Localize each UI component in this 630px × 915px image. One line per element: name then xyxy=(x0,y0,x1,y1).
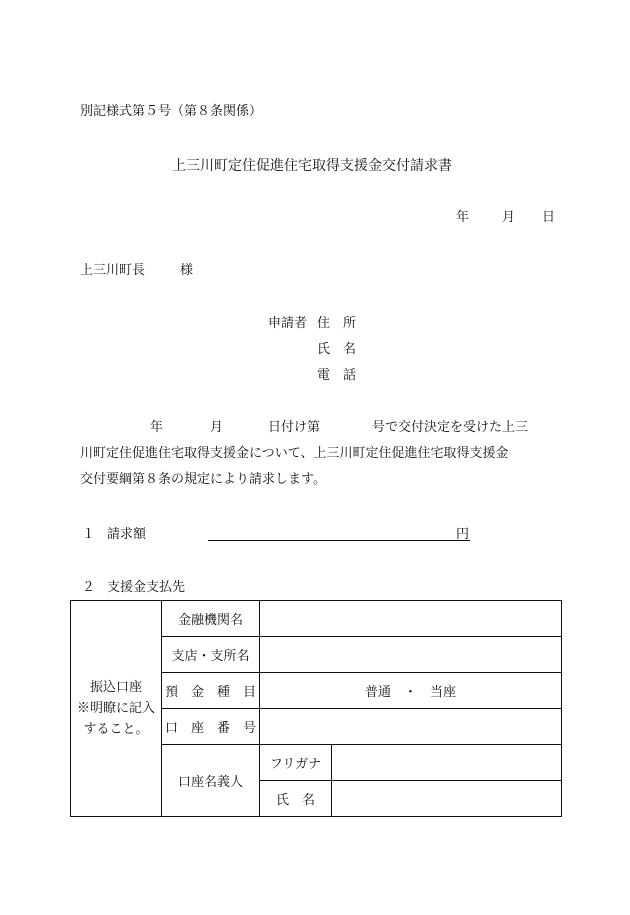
body-year: 年 xyxy=(150,420,164,435)
applicant-name-label: 氏 名 xyxy=(317,342,357,357)
furigana-label: フリガナ xyxy=(260,745,332,781)
side-label-line2: ※明瞭に記入 xyxy=(76,701,155,716)
bank-name-label: 金融機関名 xyxy=(162,601,260,637)
body-line1-text: 号で交付決定を受けた上三 xyxy=(372,420,529,435)
side-label-line1: 振込口座 xyxy=(89,680,142,695)
date-month-label: 月 xyxy=(502,210,516,225)
deposit-type-label: 預 金 種 目 xyxy=(162,673,260,709)
applicant-label: 申請者 xyxy=(268,316,308,331)
applicant-address-label: 住 所 xyxy=(317,316,357,331)
account-holder-label: 口座名義人 xyxy=(162,745,260,817)
deposit-type-options[interactable]: 普通 ・ 当座 xyxy=(260,673,562,709)
body-line3: 交付要綱第８条の規定により請求します。 xyxy=(80,472,326,487)
amount-field-line[interactable] xyxy=(208,540,470,541)
branch-field[interactable] xyxy=(260,637,562,673)
item1-unit: 円 xyxy=(456,527,470,542)
item2-number: ２ xyxy=(82,580,96,595)
item2-label: 支援金支払先 xyxy=(107,580,186,595)
body-date-prefix: 日付け第 xyxy=(268,420,321,435)
account-number-label: 口 座 番 号 xyxy=(162,709,260,745)
form-number: 別記様式第５号（第８条関係） xyxy=(80,104,263,119)
body-line2: 川町定住促進住宅取得支援金について、上三川町定住促進住宅取得支援金 xyxy=(80,446,509,461)
bank-account-table xyxy=(70,600,562,817)
account-number-field[interactable] xyxy=(260,709,562,745)
date-day-label: 日 xyxy=(542,210,556,225)
furigana-field[interactable] xyxy=(332,745,562,781)
branch-label: 支店・支所名 xyxy=(162,637,260,673)
transfer-account-side-label xyxy=(71,601,162,817)
date-year-label: 年 xyxy=(456,210,470,225)
side-label-line3: すること。 xyxy=(83,722,149,737)
holder-name-label: 氏 名 xyxy=(260,781,332,817)
holder-name-field[interactable] xyxy=(332,781,562,817)
item1-number: １ xyxy=(82,527,96,542)
bank-name-field[interactable] xyxy=(260,601,562,637)
addressee-name: 上三川町長 xyxy=(80,263,146,278)
addressee-honorific: 様 xyxy=(180,263,194,278)
document-title: 上三川町定住促進住宅取得支援金交付請求書 xyxy=(172,158,452,174)
item1-label: 請求額 xyxy=(107,527,147,542)
body-month: 月 xyxy=(210,420,224,435)
applicant-phone-label: 電 話 xyxy=(317,368,357,383)
